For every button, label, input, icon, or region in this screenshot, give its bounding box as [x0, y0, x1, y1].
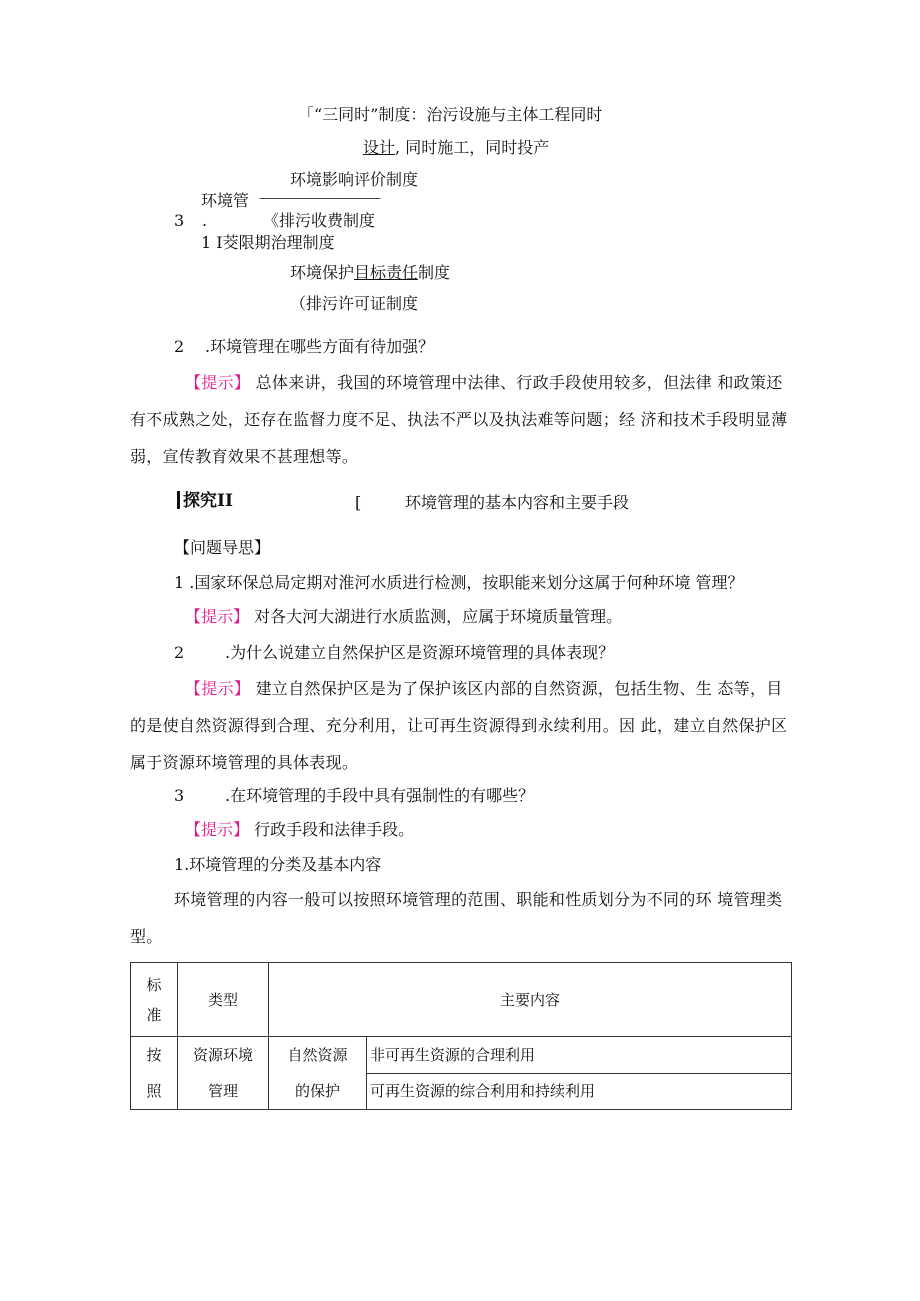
guide-question-3: .在环境管理的手段中具有强制性的有哪些？ — [225, 786, 535, 805]
item-number-3: 3 — [174, 211, 185, 230]
guide-question-3-number: 3 — [174, 786, 185, 805]
header-type: 类型 — [178, 963, 269, 1037]
hint-label: 【提示】 — [185, 373, 251, 392]
section-bracket: [ — [355, 493, 362, 512]
content-cell-2: 可再生资源的综合利用和持续利用 — [367, 1073, 792, 1110]
row-subtype-line-1: 自然资源 — [287, 1046, 348, 1064]
guide-heading: 【问题导思】 — [174, 538, 271, 557]
row-type-cell — [178, 1037, 269, 1110]
section-tag — [174, 491, 233, 511]
section-title: 环境管理的基本内容和主要手段 — [405, 493, 630, 512]
hint-answer-text: 总体来讲，我国的环境管理中法律、行政手段使用较多，但法律 和政策还有不成熟之处，还存在监督力度不足、执法不严以及执法难等问题；经 济和技术手段明显薄弱，宣传教育效果不甚理想等。 — [130, 373, 788, 466]
row-subtype-cell — [269, 1037, 367, 1110]
hint-answer-text: 行政手段和法律手段。 — [254, 820, 415, 839]
row-type-line-2: 管理 — [207, 1082, 238, 1100]
env-management-label: 环境管 — [201, 191, 250, 210]
design-underlined: 设计 — [363, 138, 396, 157]
dashed-connector: ——————————— — [259, 191, 380, 205]
env-protection-text: 环境保护 — [290, 263, 355, 282]
header-content: 主要内容 — [269, 963, 792, 1037]
row-subtype-line-2: 的保护 — [294, 1082, 340, 1100]
row-type-line-1: 资源环境 — [192, 1046, 253, 1064]
hint-label: 【提示】 — [185, 820, 250, 839]
guide-question-2: .为什么说建立自然保护区是资源环境管理的具体表现？ — [225, 643, 615, 662]
question-2-text: .环境管理在哪些方面有待加强？ — [205, 337, 435, 356]
time-limited-treatment: 1 I茭限期治理制度 — [201, 233, 335, 252]
guide-answer-3 — [185, 820, 414, 840]
section-bar — [177, 491, 180, 509]
item-dot: . — [202, 211, 208, 230]
table-row — [131, 1037, 792, 1074]
construction-text: , 同时施工，同时投产 — [395, 138, 550, 157]
responsibility-system — [290, 263, 450, 283]
eia-system: 环境影响评价制度 — [290, 170, 419, 189]
three-simultaneous-line: 「“三同时”制度：治污设施与主体工程同时 — [298, 105, 603, 124]
hint-label: 【提示】 — [185, 679, 251, 698]
guide-question-1: 1 .国家环保总局定期对淮河水质进行检测，按职能来划分这属于何种环境 管理？ — [174, 573, 744, 592]
classification-heading: 1.环境管理的分类及基本内容 — [174, 855, 382, 874]
row-standard-line-1: 按 — [146, 1046, 162, 1064]
hint-label: 【提示】 — [185, 607, 250, 626]
hint-answer-text: 对各大河大湖进行水质监测，应属于环境质量管理。 — [254, 607, 623, 626]
header-standard-line-1: 标 — [146, 975, 162, 994]
table-header-row — [131, 963, 792, 1037]
classification-table — [130, 962, 792, 1110]
header-standard — [131, 963, 178, 1037]
target-responsibility-underlined: 目标责任 — [354, 263, 419, 282]
guide-question-2-number: 2 — [174, 643, 185, 662]
system-text: 制度 — [418, 263, 451, 282]
three-simultaneous-line-2 — [363, 138, 549, 158]
permit-system: （排污许可证制度 — [290, 294, 419, 313]
row-standard-cell — [131, 1037, 178, 1110]
guide-answer-1 — [185, 607, 622, 627]
guide-answer-2 — [130, 670, 795, 781]
hint-answer-text: 建立自然保护区是为了保护该区内部的自然资源，包括生物、生 态等，目的是使自然资源得到合理、充分利用，让可再生资源得到永续利用。因 此，建立自然保护区属于资源环境管理的具体表现。 — [130, 679, 788, 772]
header-standard-line-2: 准 — [146, 1005, 162, 1024]
content-cell-1: 非可再生资源的合理利用 — [367, 1037, 792, 1074]
question-2-answer — [130, 364, 795, 475]
classification-intro: 环境管理的内容一般可以按照环境管理的范围、职能和性质划分为不同的环 境管理类型。 — [130, 890, 783, 946]
pollution-fee-system: 《排污收费制度 — [263, 211, 376, 230]
question-2-number: 2 — [174, 337, 185, 356]
section-tag-text: 探究II — [183, 491, 233, 511]
row-standard-line-2: 照 — [146, 1082, 162, 1100]
